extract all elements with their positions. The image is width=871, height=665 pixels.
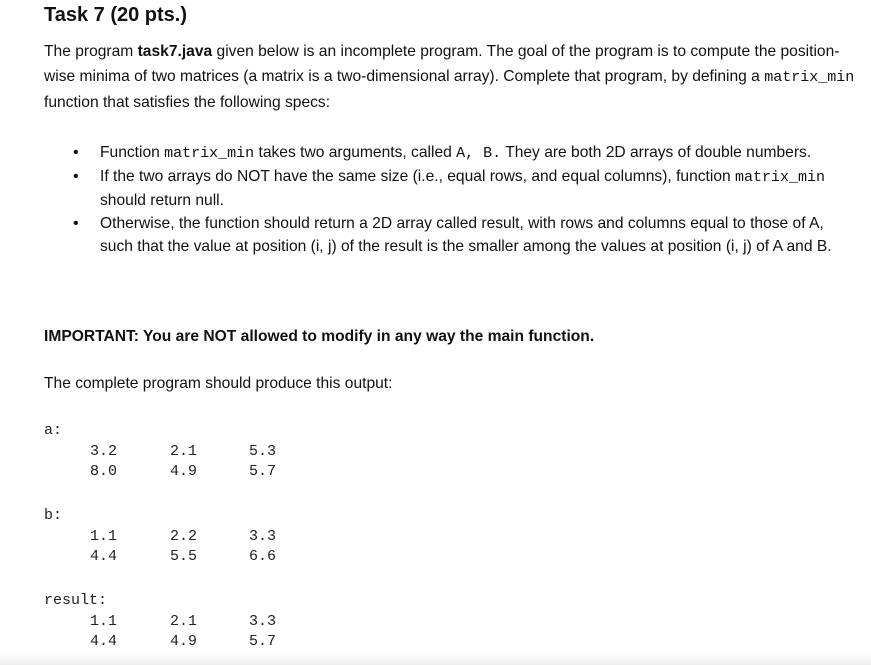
output-intro: The complete program should produce this output: (44, 375, 393, 392)
output-value: 5.7 (249, 633, 277, 650)
output-value: 8.0 (90, 463, 118, 480)
page-bottom-edge (0, 653, 871, 665)
spec-2-text-2: should return null. (100, 192, 224, 209)
output-value: 5.7 (249, 463, 277, 480)
output-label-a: a: (44, 422, 63, 439)
bullet-icon: • (73, 215, 79, 232)
output-label-b: b: (44, 507, 63, 524)
output-value: 3.2 (90, 443, 118, 460)
specs-list (73, 141, 848, 258)
important-note: IMPORTANT: You are NOT allowed to modify in any way the main function. (44, 328, 595, 345)
function-name: matrix_min (764, 69, 855, 86)
output-value: 5.3 (249, 443, 277, 460)
spec-1-code-1: matrix_min (164, 145, 255, 162)
spec-2-text-1: If the two arrays do NOT have the same size (i.e., equal rows, and equal columns), function (100, 168, 736, 185)
intro-text-2: given below is an incomplete program. The goal of the program is to compute the position-wise minima of two matrices (a matrix is a two-dimensional array). Complete that program, by defining a (44, 43, 840, 85)
spec-2-code-1: matrix_min (735, 169, 826, 186)
bullet-icon: • (73, 168, 79, 185)
output-value: 2.1 (170, 443, 198, 460)
output-value: 4.9 (170, 633, 198, 650)
output-value: 4.4 (90, 548, 118, 565)
spec-item-2 (73, 165, 848, 212)
output-value: 5.5 (170, 548, 198, 565)
spec-1-text-2: takes two arguments, called (254, 144, 457, 161)
output-value: 1.1 (90, 613, 118, 630)
spec-item-3 (73, 212, 848, 258)
output-value: 4.9 (170, 463, 198, 480)
task-title: Task 7 (20 pts.) (44, 4, 188, 26)
output-value: 6.6 (249, 548, 277, 565)
output-value: 4.4 (90, 633, 118, 650)
output-value: 1.1 (90, 528, 118, 545)
bullet-icon: • (73, 144, 79, 161)
output-value: 3.3 (249, 528, 277, 545)
intro-text-3: function that satisfies the following specs: (44, 94, 331, 111)
output-value: 2.1 (170, 613, 198, 630)
intro-text-1: The program (44, 43, 138, 60)
spec-item-1 (73, 141, 848, 165)
output-value: 2.2 (170, 528, 198, 545)
output-label-result: result: (44, 592, 108, 609)
output-value: 3.3 (249, 613, 277, 630)
program-name: task7.java (137, 43, 213, 60)
intro-paragraph (44, 39, 864, 115)
spec-1-text-3: They are both 2D arrays of double numbers. (501, 144, 812, 161)
spec-3-text-1: Otherwise, the function should return a 2D array called result, with rows and columns equal to those of A, such that the value at position (i, j) of the result is the smaller among the values at position (i, j) of A and B. (100, 215, 832, 255)
spec-1-text-1: Function (100, 144, 165, 161)
spec-1-code-2: A, B. (456, 145, 502, 162)
